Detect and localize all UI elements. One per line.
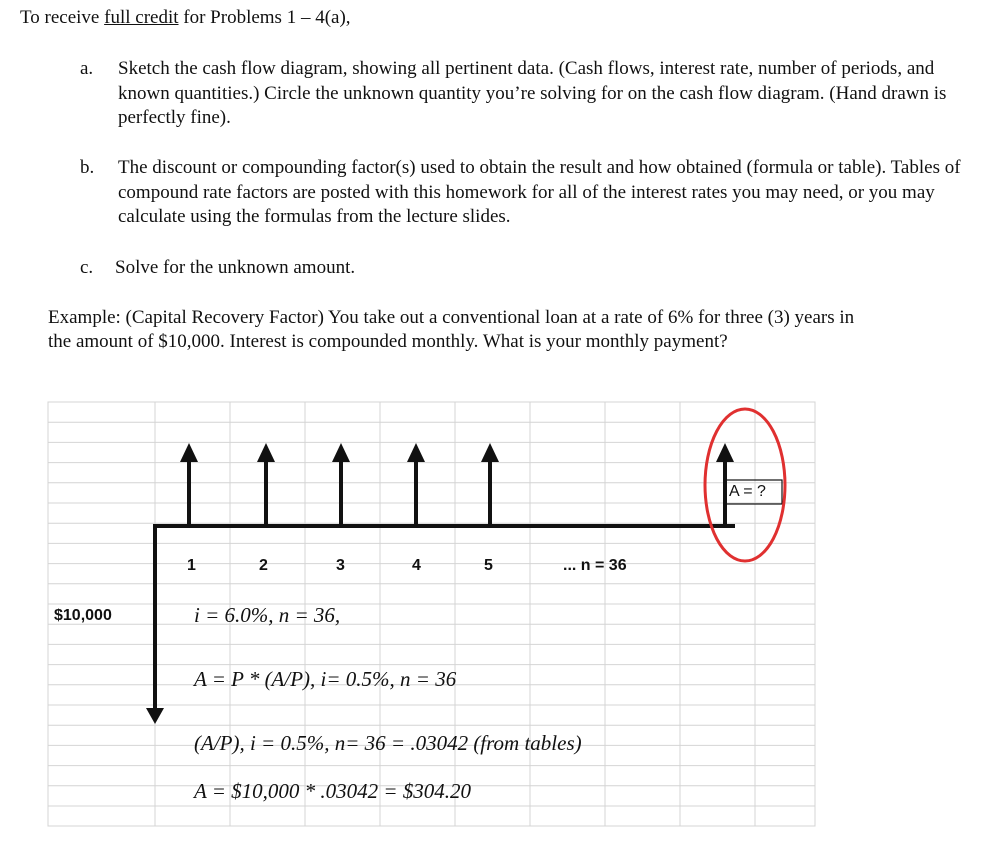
equation-2: A = P * (A/P), i= 0.5%, n = 36 [194,667,457,691]
payment-arrowhead [257,443,275,462]
payment-arrowhead [407,443,425,462]
payment-arrowhead [332,443,350,462]
payment-arrowhead [180,443,198,462]
payment-arrowhead [481,443,499,462]
item-c-text: Solve for the unknown amount. [115,257,356,278]
equation-1: i = 6.0%, n = 36, [194,603,341,627]
period-label-5: 5 [484,557,493,574]
intro-suffix: for Problems 1 – 4(a), [178,7,351,28]
equation-4: A = $10,000 * .03042 = $304.20 [194,779,472,803]
item-b-letter: b. [80,157,95,178]
item-c-letter: c. [80,257,94,278]
payment-arrowhead [716,443,734,462]
principal-label: $10,000 [54,607,112,624]
period-label-3: 3 [336,557,345,574]
intro-prefix: To receive [20,7,105,28]
period-label-2: 2 [259,557,268,574]
grid-border [48,402,815,826]
item-a-text: Sketch the cash flow diagram, showing all pertinent data. (Cash flows, interest rate, number of periods, and known quantities.) Circle the unknown quantity you’re solving for on the cash flow diagram. (Hand drawn is perfectly fine). [118,58,947,128]
intro-underlined: full credit [104,7,179,28]
period-label-4: 4 [412,557,421,574]
equation-3: (A/P), i = 0.5%, n= 36 = .03042 (from tables) [194,731,582,755]
item-b-text: The discount or compounding factor(s) used to obtain the result and how obtained (formula or table). Tables of compound rate factors are posted with this homework for all of the interest rates you may need, or you may calculate using the formulas from the lecture slides. [118,157,961,227]
example-line-1: Example: (Capital Recovery Factor) You take out a conventional loan at a rate of 6% for three (3) years in [48,307,855,328]
period-label-last: ... n = 36 [563,557,627,574]
period-label-1: 1 [187,557,196,574]
example-line-2: the amount of $10,000. Interest is compounded monthly. What is your monthly payment? [48,331,728,352]
diagram-grid [48,402,815,826]
item-a-letter: a. [80,58,94,79]
unknown-label: A = ? [729,483,766,500]
principal-arrowhead [146,708,164,724]
